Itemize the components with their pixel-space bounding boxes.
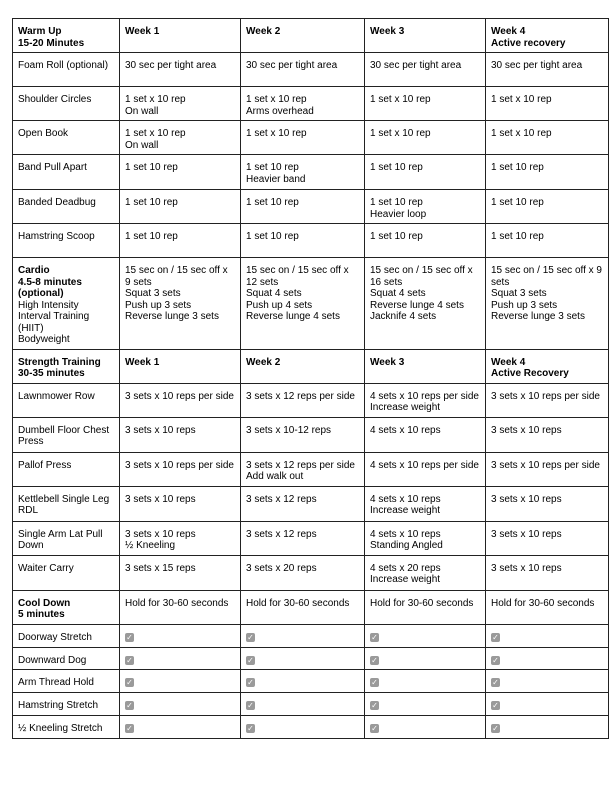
checked-box-icon[interactable]: ✓: [492, 701, 499, 710]
prescription-cell: [365, 53, 486, 87]
prescription-cell: [486, 53, 609, 87]
strength-row: [13, 417, 609, 452]
hold-duration-cell: [120, 590, 241, 624]
prescription-cell: [241, 155, 365, 190]
checkbox-cell: [365, 670, 486, 693]
checkbox-cell: [365, 693, 486, 716]
prescription-cell: [120, 521, 241, 555]
cardio-desc-line: (HIIT): [18, 322, 44, 334]
cell-text-line: Squat 4 sets: [370, 288, 426, 299]
cell-text-line: 1 set 10 rep: [370, 162, 423, 173]
cell-text-line: 30 sec per tight area: [370, 60, 462, 71]
cooldown-row: [13, 715, 609, 738]
cell-text-line: 4 sets x 10 reps: [370, 493, 441, 505]
prescription-cell: [365, 486, 486, 521]
week-header-cell: [365, 19, 486, 53]
checked-box-icon[interactable]: ✓: [371, 632, 378, 642]
cell-text-line: Reverse lunge 3 sets: [491, 311, 585, 322]
prescription-cell: [120, 190, 241, 224]
cell-text-line: Push up 3 sets: [125, 299, 192, 311]
cell-text-line: 3 sets x 10 reps per side: [491, 390, 600, 402]
cardio-prescription-cell: [120, 258, 241, 350]
cell-text-line: 16 sets: [370, 276, 403, 288]
cell-text-line: 1 set x 10 rep: [246, 128, 307, 139]
cell-text-line: 30 sec per tight area: [246, 60, 338, 71]
checkbox-cell: [365, 715, 486, 738]
prescription-cell: [120, 87, 241, 121]
cell-text-line: 1 set 10 rep: [246, 231, 299, 242]
prescription-cell: [120, 53, 241, 87]
cell-text-line: Hold for 30-60 seconds: [370, 597, 474, 609]
cardio-prescription-cell: [365, 258, 486, 350]
checked-box-icon[interactable]: ✓: [371, 723, 378, 733]
checkbox-cell: [241, 693, 365, 716]
cell-text-line: Jacknife 4 sets: [370, 311, 437, 322]
prescription-cell: [486, 521, 609, 555]
cell-text-line: 1 set 10 rep: [125, 162, 178, 173]
cardio-label-cell: [13, 258, 120, 350]
cell-text-line: 1 set 10 rep: [491, 162, 544, 173]
checkbox-cell: [120, 670, 241, 693]
cardio-prescription-cell: [486, 258, 609, 350]
cell-text-line: Cool Down: [18, 597, 71, 609]
cell-text-line: Arm Thread Hold: [18, 677, 94, 688]
cell-text-line: 3 sets x 12 reps: [246, 493, 317, 505]
cell-text-line: 15 sec on / 15 sec off x: [246, 265, 349, 276]
cell-text-line: ½ Kneeling: [125, 540, 176, 551]
cell-text-line: Foam Roll (optional): [18, 60, 109, 71]
cell-text-line: Active Recovery: [491, 368, 569, 379]
checked-box-icon[interactable]: ✓: [126, 678, 133, 687]
cell-text-line: 3 sets x 20 reps: [246, 562, 317, 574]
week-header-cell: [120, 349, 241, 383]
cell-text-line: 1 set 10 rep: [246, 197, 299, 208]
checkbox-cell: [120, 647, 241, 670]
cell-text-line: 4 sets x 10 reps: [370, 528, 441, 540]
cardio-desc-line: Interval Training: [18, 311, 90, 322]
exercise-name-cell: [13, 53, 120, 87]
exercise-name-cell: [13, 555, 120, 590]
cell-text-line: 4 sets x 10 reps: [370, 424, 441, 436]
cell-text-line: 1 set 10 rep: [125, 197, 178, 208]
cell-text-line: Dumbell Floor Chest Press: [18, 424, 110, 447]
checked-box-icon[interactable]: ✓: [492, 632, 499, 642]
exercise-name-cell: [13, 87, 120, 121]
cell-text-line: 5 minutes: [18, 609, 65, 620]
cell-text-line: 4 sets x 10 reps per side: [370, 459, 479, 471]
stretch-name-cell: [13, 693, 120, 716]
warmup-header-row: [13, 19, 609, 53]
prescription-cell: [241, 87, 365, 121]
cell-text-line: Squat 4 sets: [246, 288, 302, 299]
week-header-cell: [120, 19, 241, 53]
cell-text-line: Waiter Carry: [18, 562, 74, 574]
exercise-name-cell: [13, 224, 120, 258]
cell-text-line: Increase weight: [370, 505, 441, 516]
cell-text-line: 3 sets x 10 reps: [491, 424, 562, 436]
cell-text-line: 9 sets: [125, 276, 152, 288]
warmup-row: [13, 87, 609, 121]
cell-text-line: Arms overhead: [246, 105, 314, 117]
cell-text-line: Hamstring Stretch: [18, 700, 99, 711]
exercise-name-cell: [13, 190, 120, 224]
cell-text-line: 3 sets x 10 reps: [491, 562, 562, 574]
prescription-cell: [365, 555, 486, 590]
cell-text-line: Strength Training: [18, 356, 101, 368]
cell-text-line: Hold for 30-60 seconds: [246, 597, 350, 609]
prescription-cell: [486, 87, 609, 121]
prescription-cell: [241, 383, 365, 417]
cell-text-line: Active recovery: [491, 37, 566, 49]
cooldown-header-cell: [13, 590, 120, 624]
checked-box-icon[interactable]: ✓: [126, 723, 133, 733]
cell-text-line: 30 sec per tight area: [491, 60, 583, 71]
cardio-row: [13, 258, 609, 350]
cell-text-line: Open Book: [18, 128, 69, 139]
cell-text-line: Week 3: [370, 356, 405, 368]
cell-text-line: 1 set x 10 rep: [246, 94, 307, 105]
exercise-name-cell: [13, 452, 120, 486]
week-header-cell: [486, 19, 609, 53]
strength-row: [13, 521, 609, 555]
cell-text-line: 12 sets: [246, 276, 279, 288]
prescription-cell: [486, 224, 609, 258]
checkbox-cell: [120, 624, 241, 647]
strength-row: [13, 383, 609, 417]
cooldown-row: [13, 693, 609, 716]
cell-text-line: 15 sec on / 15 sec off x 9: [491, 265, 602, 276]
cell-text-line: Week 1: [125, 356, 160, 368]
cell-text-line: 3 sets x 10-12 reps: [246, 424, 332, 436]
checkbox-cell: [365, 624, 486, 647]
cell-text-line: Week 2: [246, 356, 281, 368]
cell-text-line: Warm Up: [18, 26, 62, 37]
week-header-cell: [365, 349, 486, 383]
checked-box-icon[interactable]: ✓: [126, 632, 133, 642]
cell-text-line: Squat 3 sets: [125, 288, 181, 299]
cell-text-line: 15 sec on / 15 sec off x: [125, 265, 228, 276]
cell-text-line: Downward Dog: [18, 654, 87, 666]
prescription-cell: [486, 555, 609, 590]
cell-text-line: 1 set x 10 rep: [125, 128, 186, 139]
cell-text-line: sets: [491, 276, 510, 288]
prescription-cell: [365, 155, 486, 190]
cardio-desc-line: High Intensity: [18, 299, 79, 311]
prescription-cell: [486, 190, 609, 224]
cooldown-row: [13, 624, 609, 647]
strength-header-row: [13, 349, 609, 383]
week-header-cell: [486, 349, 609, 383]
cell-text-line: Heavier loop: [370, 208, 427, 220]
checkbox-cell: [120, 715, 241, 738]
prescription-cell: [241, 417, 365, 452]
checked-box-icon[interactable]: ✓: [247, 701, 254, 710]
cell-text-line: 3 sets x 10 reps per side: [491, 459, 600, 471]
cell-text-line: Week 1: [125, 26, 160, 37]
cell-text-line: Push up 3 sets: [491, 299, 558, 311]
checkbox-cell: [486, 670, 609, 693]
stretch-name-cell: [13, 670, 120, 693]
exercise-name-cell: [13, 155, 120, 190]
checkbox-cell: [241, 624, 365, 647]
cell-text-line: 1 set 10 rep: [125, 231, 178, 242]
cell-text-line: Squat 3 sets: [491, 288, 547, 299]
stretch-name-cell: [13, 647, 120, 670]
checkbox-cell: [486, 715, 609, 738]
prescription-cell: [120, 121, 241, 155]
prescription-cell: [486, 121, 609, 155]
cell-text-line: 3 sets x 10 reps: [491, 528, 562, 540]
checked-box-icon[interactable]: ✓: [371, 678, 378, 687]
warmup-row: [13, 121, 609, 155]
cell-text-line: 3 sets x 10 reps per side: [125, 459, 234, 471]
hold-duration-cell: [365, 590, 486, 624]
cell-text-line: 3 sets x 10 reps: [125, 528, 196, 540]
hold-duration-cell: [486, 590, 609, 624]
cell-text-line: Band Pull Apart: [18, 162, 87, 173]
stretch-name-cell: [13, 715, 120, 738]
cell-text-line: 1 set x 10 rep: [491, 94, 552, 105]
prescription-cell: [120, 155, 241, 190]
cell-text-line: Push up 4 sets: [246, 299, 313, 311]
cell-text-line: Doorway Stretch: [18, 631, 92, 643]
cell-text-line: Increase weight: [370, 574, 441, 585]
cell-text-line: 1 set x 10 rep: [370, 128, 431, 139]
prescription-cell: [365, 121, 486, 155]
cardio-title-line: Cardio: [18, 265, 50, 276]
cardio-prescription-cell: [241, 258, 365, 350]
cell-text-line: 1 set 10 rep: [491, 231, 544, 242]
warmup-row: [13, 155, 609, 190]
cell-text-line: Hamstring Scoop: [18, 231, 95, 242]
prescription-cell: [241, 121, 365, 155]
cooldown-row: [13, 670, 609, 693]
prescription-cell: [241, 555, 365, 590]
cell-text-line: 3 sets x 15 reps: [125, 562, 196, 574]
cardio-desc-line: Bodyweight: [18, 334, 70, 345]
exercise-name-cell: [13, 121, 120, 155]
cell-text-line: Hold for 30-60 seconds: [491, 597, 595, 609]
cell-text-line: Pallof Press: [18, 459, 72, 471]
cell-text-line: Add walk out: [246, 471, 304, 482]
checkbox-cell: [120, 693, 241, 716]
cell-text-line: Reverse lunge 4 sets: [370, 299, 464, 311]
prescription-cell: [120, 555, 241, 590]
cell-text-line: 3 sets x 12 reps per side: [246, 390, 355, 402]
cell-text-line: Week 2: [246, 26, 281, 37]
cell-text-line: Single Arm Lat Pull Down: [18, 528, 103, 551]
cell-text-line: Increase weight: [370, 402, 441, 413]
stretch-name-cell: [13, 624, 120, 647]
cardio-title-line: (optional): [18, 288, 64, 299]
prescription-cell: [241, 53, 365, 87]
cell-text-line: 1 set 10 rep: [491, 197, 544, 208]
cell-text-line: 1 set 10 rep: [370, 197, 423, 208]
cell-text-line: Reverse lunge 3 sets: [125, 311, 219, 322]
cell-text-line: Standing Angled: [370, 540, 443, 551]
cell-text-line: 4 sets x 10 reps per side: [370, 390, 479, 402]
cell-text-line: 30 sec per tight area: [125, 60, 217, 71]
checkbox-cell: [241, 670, 365, 693]
prescription-cell: [486, 383, 609, 417]
prescription-cell: [365, 521, 486, 555]
prescription-cell: [120, 383, 241, 417]
cell-text-line: 15 sec on / 15 sec off x: [370, 265, 473, 276]
cell-text-line: 3 sets x 10 reps: [491, 493, 562, 505]
prescription-cell: [365, 190, 486, 224]
prescription-cell: [241, 224, 365, 258]
cell-text-line: Reverse lunge 4 sets: [246, 311, 340, 322]
cardio-title-line: 4.5-8 minutes: [18, 276, 82, 288]
exercise-name-cell: [13, 417, 120, 452]
checkbox-cell: [365, 647, 486, 670]
prescription-cell: [120, 452, 241, 486]
strength-row: [13, 486, 609, 521]
prescription-cell: [241, 452, 365, 486]
warmup-header-cell: [13, 19, 120, 53]
exercise-name-cell: [13, 383, 120, 417]
cell-text-line: 3 sets x 10 reps: [125, 424, 196, 436]
checked-box-icon[interactable]: ✓: [126, 701, 133, 710]
prescription-cell: [120, 486, 241, 521]
strength-header-cell: [13, 349, 120, 383]
cell-text-line: 1 set x 10 rep: [125, 94, 186, 105]
cell-text-line: Lawnmower Row: [18, 390, 95, 402]
checked-box-icon[interactable]: ✓: [247, 678, 254, 687]
checked-box-icon[interactable]: ✓: [492, 655, 499, 665]
prescription-cell: [120, 224, 241, 258]
workout-plan-table: [12, 18, 609, 739]
cell-text-line: 1 set x 10 rep: [491, 128, 552, 139]
cell-text-line: On wall: [125, 105, 159, 117]
cell-text-line: Week 3: [370, 26, 405, 37]
prescription-cell: [241, 521, 365, 555]
prescription-cell: [241, 190, 365, 224]
warmup-row: [13, 224, 609, 258]
checked-box-icon[interactable]: ✓: [492, 723, 499, 733]
exercise-name-cell: [13, 521, 120, 555]
prescription-cell: [120, 417, 241, 452]
cell-text-line: 30-35 minutes: [18, 368, 85, 379]
prescription-cell: [486, 417, 609, 452]
prescription-cell: [365, 87, 486, 121]
exercise-name-cell: [13, 486, 120, 521]
strength-row: [13, 555, 609, 590]
cell-text-line: 1 set 10 rep: [246, 162, 299, 173]
warmup-row: [13, 53, 609, 87]
cell-text-line: Banded Deadbug: [18, 197, 96, 208]
cell-text-line: Week 4: [491, 26, 526, 37]
prescription-cell: [241, 486, 365, 521]
checked-box-icon[interactable]: ✓: [247, 655, 254, 665]
checkbox-cell: [241, 715, 365, 738]
cell-text-line: ½ Kneeling Stretch: [18, 722, 103, 734]
cell-text-line: Kettlebell Single Leg RDL: [18, 493, 110, 516]
cell-text-line: 3 sets x 10 reps per side: [125, 390, 234, 402]
prescription-cell: [365, 417, 486, 452]
prescription-cell: [486, 486, 609, 521]
week-header-cell: [241, 19, 365, 53]
warmup-row: [13, 190, 609, 224]
checked-box-icon[interactable]: ✓: [247, 723, 254, 733]
prescription-cell: [486, 452, 609, 486]
checked-box-icon[interactable]: ✓: [371, 655, 378, 665]
prescription-cell: [486, 155, 609, 190]
checked-box-icon[interactable]: ✓: [126, 655, 133, 665]
prescription-cell: [365, 383, 486, 417]
cell-text-line: 15-20 Minutes: [18, 37, 85, 49]
strength-row: [13, 452, 609, 486]
cell-text-line: 3 sets x 12 reps: [246, 528, 317, 540]
checkbox-cell: [241, 647, 365, 670]
checkbox-cell: [486, 624, 609, 647]
checked-box-icon[interactable]: ✓: [371, 701, 378, 710]
cell-text-line: Hold for 30-60 seconds: [125, 597, 229, 609]
cell-text-line: 4 sets x 20 reps: [370, 562, 441, 574]
week-header-cell: [241, 349, 365, 383]
cell-text-line: On wall: [125, 139, 159, 151]
cell-text-line: Heavier band: [246, 173, 306, 185]
prescription-cell: [365, 224, 486, 258]
hold-duration-cell: [241, 590, 365, 624]
cell-text-line: 3 sets x 12 reps per side: [246, 459, 355, 471]
cell-text-line: 3 sets x 10 reps: [125, 493, 196, 505]
cell-text-line: Shoulder Circles: [18, 94, 92, 105]
cell-text-line: Week 4: [491, 356, 526, 368]
checked-box-icon[interactable]: ✓: [247, 632, 254, 642]
prescription-cell: [365, 452, 486, 486]
cell-text-line: 1 set x 10 rep: [370, 94, 431, 105]
checkbox-cell: [486, 647, 609, 670]
cooldown-row: [13, 647, 609, 670]
cooldown-header-row: [13, 590, 609, 624]
checkbox-cell: [486, 693, 609, 716]
cell-text-line: 1 set 10 rep: [370, 231, 423, 242]
checked-box-icon[interactable]: ✓: [492, 678, 499, 687]
